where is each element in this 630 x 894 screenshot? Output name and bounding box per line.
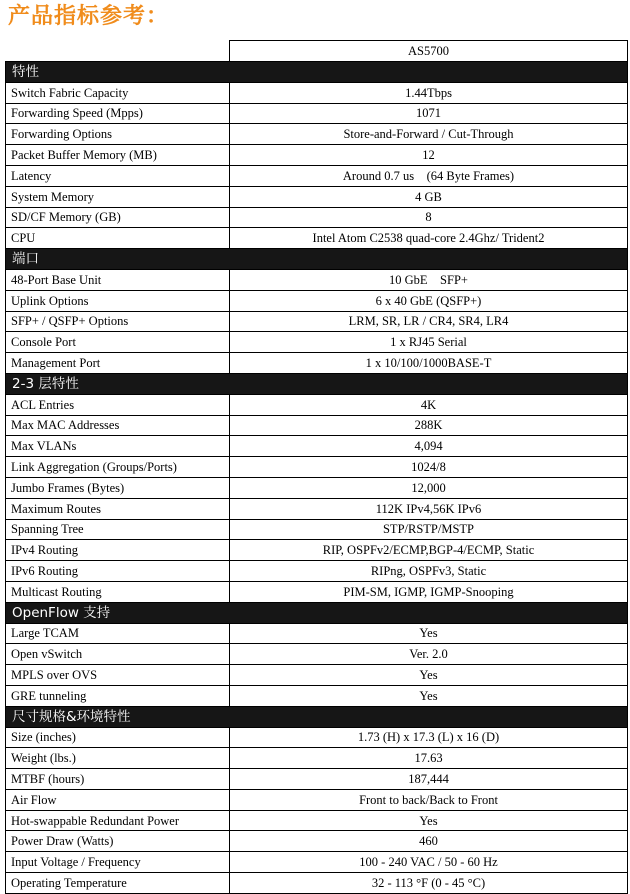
spec-value: LRM, SR, LR / CR4, SR4, LR4 bbox=[230, 311, 628, 332]
spec-label: Forwarding Options bbox=[6, 124, 230, 145]
spec-label: Max MAC Addresses bbox=[6, 415, 230, 436]
table-row bbox=[6, 186, 628, 207]
section-heading: 2-3 层特性 bbox=[6, 373, 628, 394]
table-row bbox=[6, 124, 628, 145]
spec-value: Ver. 2.0 bbox=[230, 644, 628, 665]
spec-value: 288K bbox=[230, 415, 628, 436]
table-row bbox=[6, 332, 628, 353]
spec-value: RIP, OSPFv2/ECMP,BGP-4/ECMP, Static bbox=[230, 540, 628, 561]
spec-value: Around 0.7 us (64 Byte Frames) bbox=[230, 165, 628, 186]
table-row bbox=[6, 519, 628, 540]
spec-label: Link Aggregation (Groups/Ports) bbox=[6, 457, 230, 478]
table-row bbox=[6, 82, 628, 103]
section-header-row bbox=[6, 373, 628, 394]
spec-label: GRE tunneling bbox=[6, 685, 230, 706]
section-header-row bbox=[6, 249, 628, 270]
spec-value: STP/RSTP/MSTP bbox=[230, 519, 628, 540]
spec-label: Weight (lbs.) bbox=[6, 748, 230, 769]
spec-label: CPU bbox=[6, 228, 230, 249]
spec-label: Large TCAM bbox=[6, 623, 230, 644]
table-row bbox=[6, 561, 628, 582]
section-header-row bbox=[6, 62, 628, 83]
spec-label: Size (inches) bbox=[6, 727, 230, 748]
spec-value: 4K bbox=[230, 394, 628, 415]
spec-label: Jumbo Frames (Bytes) bbox=[6, 477, 230, 498]
spec-label: Hot-swappable Redundant Power bbox=[6, 810, 230, 831]
table-row bbox=[6, 290, 628, 311]
section-heading: 尺寸规格&环境特性 bbox=[6, 706, 628, 727]
spec-label: SD/CF Memory (GB) bbox=[6, 207, 230, 228]
spec-value: 460 bbox=[230, 831, 628, 852]
spec-value: Yes bbox=[230, 810, 628, 831]
table-row bbox=[6, 165, 628, 186]
table-row bbox=[6, 228, 628, 249]
spec-value: 8 bbox=[230, 207, 628, 228]
table-row bbox=[6, 623, 628, 644]
table-row bbox=[6, 852, 628, 873]
table-row bbox=[6, 581, 628, 602]
spec-label: Maximum Routes bbox=[6, 498, 230, 519]
table-row bbox=[6, 269, 628, 290]
spec-value: 32 - 113 °F (0 - 45 °C) bbox=[230, 873, 628, 894]
spec-value: Yes bbox=[230, 685, 628, 706]
spec-value: 1.44Tbps bbox=[230, 82, 628, 103]
table-row bbox=[6, 145, 628, 166]
spec-label: MTBF (hours) bbox=[6, 769, 230, 790]
table-row bbox=[6, 644, 628, 665]
section-heading: 端口 bbox=[6, 249, 628, 270]
spec-label: Latency bbox=[6, 165, 230, 186]
table-row bbox=[6, 685, 628, 706]
section-heading: 特性 bbox=[6, 62, 628, 83]
spec-label: Switch Fabric Capacity bbox=[6, 82, 230, 103]
spec-value: 4,094 bbox=[230, 436, 628, 457]
spec-value: Front to back/Back to Front bbox=[230, 789, 628, 810]
spec-value: 4 GB bbox=[230, 186, 628, 207]
spec-label: Uplink Options bbox=[6, 290, 230, 311]
header-blank-cell bbox=[6, 41, 230, 62]
spec-label: Spanning Tree bbox=[6, 519, 230, 540]
table-row bbox=[6, 873, 628, 894]
spec-value: 17.63 bbox=[230, 748, 628, 769]
spec-value: RIPng, OSPFv3, Static bbox=[230, 561, 628, 582]
spec-label: SFP+ / QSFP+ Options bbox=[6, 311, 230, 332]
spec-value: 1024/8 bbox=[230, 457, 628, 478]
spec-value: 1071 bbox=[230, 103, 628, 124]
spec-label: MPLS over OVS bbox=[6, 665, 230, 686]
spec-value: 187,444 bbox=[230, 769, 628, 790]
table-row bbox=[6, 394, 628, 415]
spec-value: 112K IPv4,56K IPv6 bbox=[230, 498, 628, 519]
spec-value: 10 GbE SFP+ bbox=[230, 269, 628, 290]
spec-label: Power Draw (Watts) bbox=[6, 831, 230, 852]
table-row bbox=[6, 477, 628, 498]
page-title: 产品指标参考： bbox=[8, 4, 170, 29]
spec-value: 6 x 40 GbE (QSFP+) bbox=[230, 290, 628, 311]
spec-value: Intel Atom C2538 quad-core 2.4Ghz/ Trident2 bbox=[230, 228, 628, 249]
section-header-row bbox=[6, 706, 628, 727]
spec-label: Console Port bbox=[6, 332, 230, 353]
table-row bbox=[6, 810, 628, 831]
table-row bbox=[6, 207, 628, 228]
spec-table bbox=[5, 40, 628, 894]
spec-value: Yes bbox=[230, 665, 628, 686]
spec-label: Management Port bbox=[6, 353, 230, 374]
spec-label: ACL Entries bbox=[6, 394, 230, 415]
table-row bbox=[6, 831, 628, 852]
spec-label: Packet Buffer Memory (MB) bbox=[6, 145, 230, 166]
section-header-row bbox=[6, 602, 628, 623]
table-row bbox=[6, 769, 628, 790]
spec-label: System Memory bbox=[6, 186, 230, 207]
spec-label: Open vSwitch bbox=[6, 644, 230, 665]
spec-value: PIM-SM, IGMP, IGMP-Snooping bbox=[230, 581, 628, 602]
spec-label: Operating Temperature bbox=[6, 873, 230, 894]
spec-label: 48-Port Base Unit bbox=[6, 269, 230, 290]
spec-value: 1.73 (H) x 17.3 (L) x 16 (D) bbox=[230, 727, 628, 748]
spec-label: Input Voltage / Frequency bbox=[6, 852, 230, 873]
spec-label: Forwarding Speed (Mpps) bbox=[6, 103, 230, 124]
spec-label: IPv4 Routing bbox=[6, 540, 230, 561]
spec-value: 12,000 bbox=[230, 477, 628, 498]
table-row bbox=[6, 498, 628, 519]
spec-value: 100 - 240 VAC / 50 - 60 Hz bbox=[230, 852, 628, 873]
table-row bbox=[6, 353, 628, 374]
spec-value: Store-and-Forward / Cut-Through bbox=[230, 124, 628, 145]
spec-label: Multicast Routing bbox=[6, 581, 230, 602]
table-row bbox=[6, 789, 628, 810]
spec-label: Air Flow bbox=[6, 789, 230, 810]
spec-table-body bbox=[6, 41, 628, 894]
section-heading: OpenFlow 支持 bbox=[6, 602, 628, 623]
spec-value: 1 x RJ45 Serial bbox=[230, 332, 628, 353]
spec-label: Max VLANs bbox=[6, 436, 230, 457]
table-row bbox=[6, 727, 628, 748]
table-row bbox=[6, 415, 628, 436]
spec-value: Yes bbox=[230, 623, 628, 644]
spec-label: IPv6 Routing bbox=[6, 561, 230, 582]
table-row bbox=[6, 436, 628, 457]
table-row bbox=[6, 540, 628, 561]
table-row bbox=[6, 665, 628, 686]
table-row bbox=[6, 103, 628, 124]
table-row bbox=[6, 311, 628, 332]
spec-value: 1 x 10/100/1000BASE-T bbox=[230, 353, 628, 374]
table-row bbox=[6, 748, 628, 769]
table-row bbox=[6, 457, 628, 478]
spec-value: 12 bbox=[230, 145, 628, 166]
table-header-row bbox=[6, 41, 628, 62]
product-name: AS5700 bbox=[230, 41, 628, 62]
